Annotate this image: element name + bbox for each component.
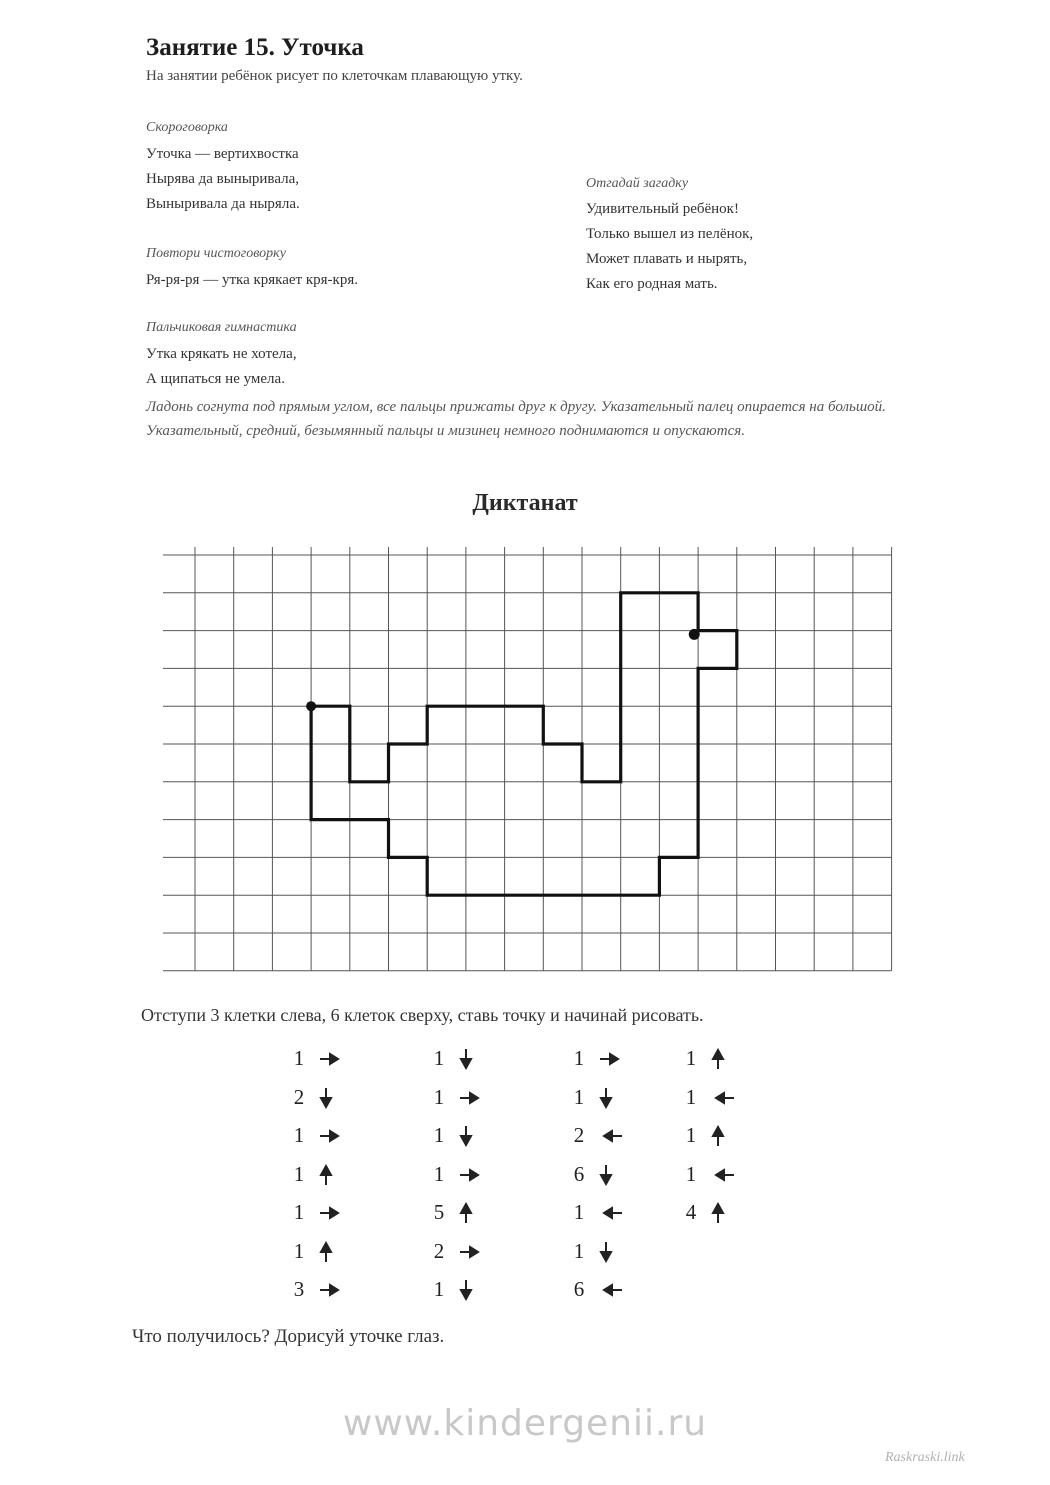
step-count: 4 <box>685 1200 697 1224</box>
start-dot <box>306 701 316 711</box>
riddle-line: Как его родная мать. <box>586 276 718 292</box>
step-count: 3 <box>293 1277 305 1301</box>
arrow-down-icon <box>458 1279 484 1301</box>
final-question: Что получилось? Дорисуй уточке глаз. <box>132 1326 445 1347</box>
arrow-right-icon <box>318 1202 344 1224</box>
arrow-down-icon <box>458 1125 484 1147</box>
intro-text: На занятии ребёнок рисует по клеточкам плавающую утку. <box>146 68 523 84</box>
dictation-step <box>288 1162 358 1186</box>
arrow-down-icon <box>458 1048 484 1070</box>
dictation-step <box>568 1239 638 1263</box>
step-count: 1 <box>573 1238 585 1263</box>
chistogovorka-title: Повтори чистоговорку <box>146 246 286 261</box>
gymnastics-note: Ладонь согнута под прямым углом, все пальцы прижаты друг к другу. Указательный палец опирается на большой. Указательный, средний, безымянный пальцы и мизинец немного поднимаются и опускаются. <box>146 399 886 439</box>
arrow-up-icon <box>318 1241 344 1263</box>
step-count: 1 <box>293 1238 305 1263</box>
arrow-right-icon <box>318 1125 344 1147</box>
dictation-step <box>568 1277 638 1301</box>
riddle-line: Только вышел из пелёнок, <box>586 226 754 242</box>
arrow-down-icon <box>598 1241 624 1263</box>
dictation-step <box>680 1085 750 1109</box>
step-count: 1 <box>293 1200 305 1224</box>
skorogovorka-line: Нырява да выныривала, <box>146 171 300 187</box>
dictation-step <box>568 1046 638 1070</box>
grid-lines <box>163 547 892 971</box>
riddle-line: Может плавать и нырять, <box>586 251 748 267</box>
dictation-step <box>568 1200 638 1224</box>
arrow-down-icon <box>318 1087 344 1109</box>
arrow-up-icon <box>318 1164 344 1186</box>
dictation-step <box>428 1085 498 1109</box>
dictation-instruction: Отступи 3 клетки слева, 6 клеток сверху, ставь точку и начинай рисовать. <box>141 1005 704 1025</box>
step-count: 5 <box>433 1200 445 1224</box>
watermark-text: Raskraski.link <box>885 1450 965 1465</box>
arrow-up-icon <box>710 1125 736 1147</box>
dictation-step <box>428 1046 498 1070</box>
footer-url: www.kindergenii.ru <box>342 1403 708 1444</box>
arrow-left-icon <box>598 1279 624 1301</box>
gymnastics-line: Утка крякать не хотела, <box>146 346 297 362</box>
step-count: 1 <box>433 1084 445 1109</box>
step-count: 1 <box>685 1084 697 1109</box>
riddle-line: Удивительный ребёнок! <box>586 201 739 217</box>
arrow-right-icon <box>318 1048 344 1070</box>
page-title: Занятие 15. Уточка <box>146 34 364 61</box>
dictation-title: Диктанат <box>472 490 578 516</box>
dictation-step <box>680 1200 750 1224</box>
arrow-up-icon <box>710 1202 736 1224</box>
gymnastics-title: Пальчиковая гимнастика <box>146 320 297 335</box>
arrow-left-icon <box>598 1125 624 1147</box>
step-count: 1 <box>685 1123 697 1147</box>
dictation-step <box>428 1200 498 1224</box>
step-count: 1 <box>433 1277 445 1301</box>
dictation-step <box>288 1085 358 1109</box>
arrow-left-icon <box>710 1087 736 1109</box>
step-count: 2 <box>433 1238 445 1263</box>
dictation-step <box>680 1162 750 1186</box>
dictation-step <box>288 1239 358 1263</box>
skorogovorka-line: Уточка — вертихвостка <box>146 146 299 162</box>
arrow-right-icon <box>598 1048 624 1070</box>
dictation-step <box>428 1239 498 1263</box>
step-count: 1 <box>293 1046 305 1070</box>
arrow-right-icon <box>318 1279 344 1301</box>
step-count: 1 <box>573 1200 585 1224</box>
dictation-step <box>568 1162 638 1186</box>
dictation-step <box>428 1277 498 1301</box>
chistogovorka-line: Ря-ря-ря — утка крякает кря-кря. <box>146 272 358 288</box>
skorogovorka-title: Скороговорка <box>146 120 228 135</box>
dictation-step <box>288 1046 358 1070</box>
dictation-step <box>680 1046 750 1070</box>
step-count: 1 <box>573 1084 585 1109</box>
dictation-step <box>428 1123 498 1147</box>
step-count: 2 <box>573 1123 585 1147</box>
dictation-step <box>428 1162 498 1186</box>
step-count: 1 <box>293 1161 305 1186</box>
dictation-step <box>568 1123 638 1147</box>
riddle-title: Отгадай загадку <box>586 176 689 191</box>
step-count: 6 <box>573 1277 585 1301</box>
dictation-step <box>288 1200 358 1224</box>
arrow-right-icon <box>458 1164 484 1186</box>
step-count: 6 <box>573 1161 585 1186</box>
step-count: 1 <box>433 1161 445 1186</box>
arrow-up-icon <box>710 1048 736 1070</box>
step-count: 2 <box>293 1084 305 1109</box>
arrow-down-icon <box>598 1164 624 1186</box>
dictation-step <box>288 1123 358 1147</box>
step-count: 1 <box>433 1046 445 1070</box>
step-count: 1 <box>433 1123 445 1147</box>
dictation-step <box>680 1123 750 1147</box>
arrow-down-icon <box>598 1087 624 1109</box>
arrow-left-icon <box>598 1202 624 1224</box>
arrow-left-icon <box>710 1164 736 1186</box>
dictation-step <box>288 1277 358 1301</box>
arrow-right-icon <box>458 1241 484 1263</box>
skorogovorka-line: Выныривала да ныряла. <box>146 196 300 212</box>
step-count: 1 <box>573 1046 585 1070</box>
dictation-step <box>568 1085 638 1109</box>
arrow-up-icon <box>458 1202 484 1224</box>
step-count: 1 <box>685 1046 697 1070</box>
step-count: 1 <box>293 1123 305 1147</box>
step-count: 1 <box>685 1161 697 1186</box>
gymnastics-line: А щипаться не умела. <box>146 371 285 387</box>
arrow-right-icon <box>458 1087 484 1109</box>
duck-eye-dot <box>689 629 700 640</box>
